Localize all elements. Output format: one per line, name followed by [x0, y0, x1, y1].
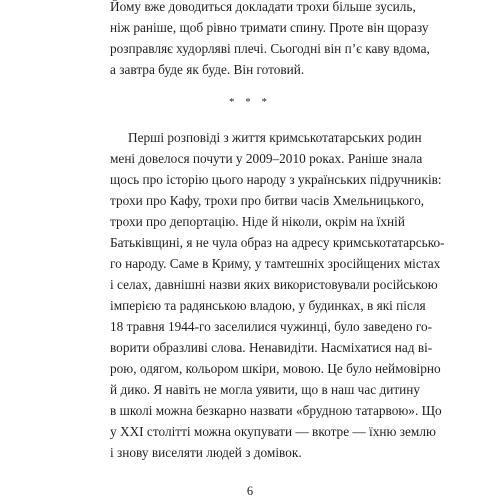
text-line: розправляє худорляві плечі. Сьогодні він п’є каву вдома, [110, 41, 430, 56]
text-line: і селах, давнішні назви яких використовували російською [110, 277, 438, 292]
text-line: ворити образливі слова. Ненавидіти. Насміхатися над ві- [110, 340, 433, 355]
text-line: 18 травня 1944-го заселилися чужинці, було заведено го- [110, 319, 433, 334]
text-line: у XXI столітті можна окупувати — вкотре — їхню землю [110, 424, 436, 439]
text-line: щось про історію цього народу з українських підручників: [110, 172, 442, 187]
text-line: Йому вже доводиться докладати трохи більше зусиль, [110, 0, 416, 14]
text-line: Батьківщині, я не чула образ на адресу кримськотатарсько- [110, 235, 445, 250]
text-line: а завтра буде як буде. Він готовий. [110, 62, 305, 77]
text-line: й дико. Я навіть не могла уявити, що в наш час дитину [110, 382, 421, 397]
text-line: Перші розповіді з життя кримськотатарських родин [128, 130, 422, 145]
text-line: ніж раніше, щоб рівно тримати спину. Проте він щоразу [110, 20, 429, 35]
text-line: трохи про депортацію. Ніде й ніколи, окрім на їхній [110, 214, 405, 229]
page-number: 6 [246, 484, 254, 498]
text-line: рою, одягом, кольором шкіри, мовою. Це було неймовірно [110, 361, 441, 376]
section-separator: * * * [229, 96, 271, 108]
text-line: го народу. Саме в Криму, у тамтешніх зросійщених містах [110, 256, 441, 271]
text-line: і знову виселяти людей з домівок. [110, 445, 302, 460]
text-line: імперією та радянською владою, у будинках, в які після [110, 298, 426, 313]
text-line: мені довелося почути у 2009–2010 роках. Раніше знала [110, 151, 423, 166]
text-line: трохи про Кафу, трохи про битви часів Хмельницького, [110, 193, 425, 208]
text-line: в школі можна безкарно назвати «брудною татарвою». Що [110, 403, 442, 418]
